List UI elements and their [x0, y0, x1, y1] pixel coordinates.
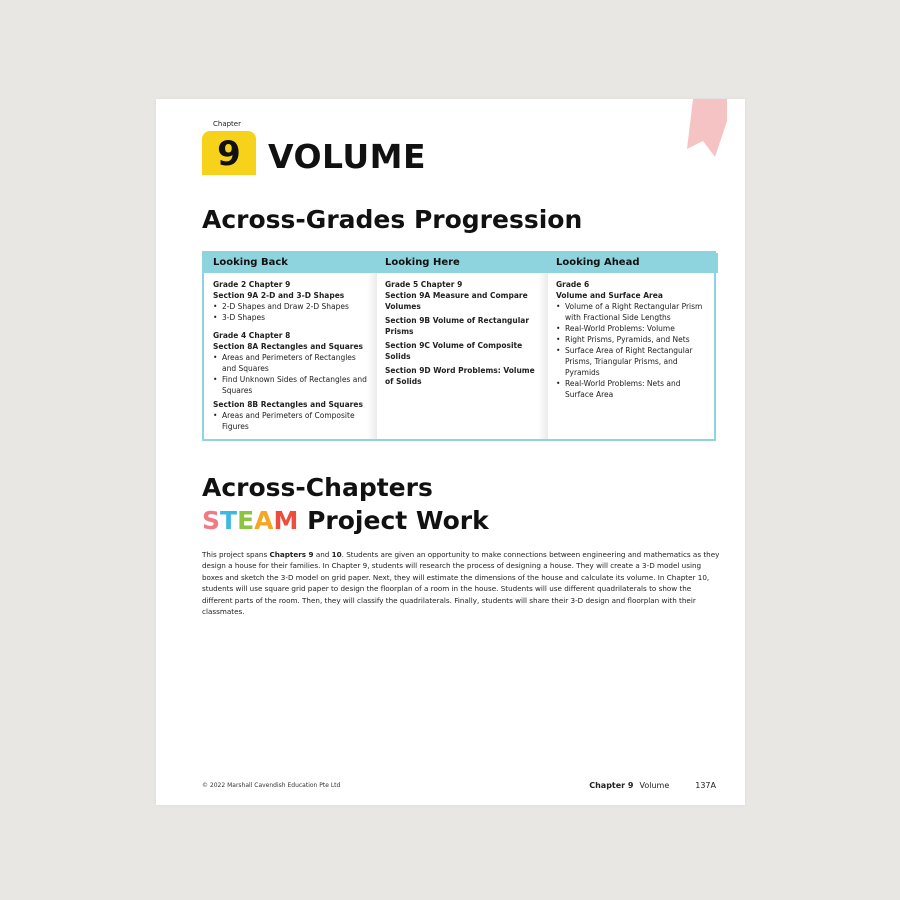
bookmark-ribbon	[685, 99, 727, 157]
column-header: Looking Ahead	[547, 253, 718, 273]
chapter-label: Chapter	[213, 120, 241, 128]
section-list	[213, 352, 367, 396]
list-item: • 3-D Shapes	[213, 312, 367, 323]
steam-letter: T	[220, 506, 238, 535]
para-text: and	[313, 550, 332, 559]
list-item: • Right Prisms, Pyramids, and Nets	[556, 334, 709, 345]
steam-heading	[202, 506, 489, 535]
para-text: . Students are given an opportunity to make connections between engineering and mathematics as they design a house for their families. In Chapter 9, students will research the process of designing a house. They will create a 3-D model using boxes and sketch the 3-D model on grid paper. Next, they will estimate the dimensions of the house and calculate its volume. In Chapter 10, students will use square grid paper to design the floorplan of a room in the house. Students will use different quadrilaterals to show the different parts of the room. Then, they will classify the quadrilaterals. Finally, students will share their 3-D design and floorplan with their classmates.	[202, 550, 720, 617]
grade-label: Grade 5 Chapter 9	[385, 280, 463, 289]
chapter-title: VOLUME	[268, 137, 427, 176]
project-description	[202, 549, 722, 617]
column-header: Looking Back	[204, 253, 376, 273]
topic-list	[556, 301, 709, 400]
column-body	[376, 273, 547, 387]
copyright-text: © 2022 Marshall Cavendish Education Pte Ltd	[202, 782, 341, 789]
section-list	[213, 410, 367, 432]
column-header: Looking Here	[376, 253, 547, 273]
column-looking-ahead	[547, 253, 718, 439]
page-number: 137A	[695, 781, 716, 790]
list-item: • Volume of a Right Rectangular Prism with Fractional Side Lengths	[556, 301, 709, 323]
para-bold: 10	[331, 550, 342, 559]
project-work-label: Project Work	[298, 506, 489, 535]
section-label: Section 9B Volume of Rectangular Prisms	[385, 316, 530, 336]
list-item: • Surface Area of Right Rectangular Prisms, Triangular Prisms, and Pyramids	[556, 345, 709, 378]
section-label: Section 8A Rectangles and Squares	[213, 342, 364, 351]
column-looking-back	[204, 253, 376, 439]
column-body	[204, 273, 376, 432]
document-page	[156, 99, 745, 805]
list-item: • Real-World Problems: Volume	[556, 323, 709, 334]
grade-label: Grade 4 Chapter 8	[213, 331, 291, 340]
footer-chapter: Chapter 9	[589, 781, 634, 790]
steam-letter: A	[254, 506, 274, 535]
section-label: Section 9A 2-D and 3-D Shapes	[213, 291, 345, 300]
steam-letter: E	[237, 506, 255, 535]
list-item: • Find Unknown Sides of Rectangles and Squares	[213, 374, 367, 396]
chapter-number: 9	[217, 134, 241, 174]
topic-label: Volume and Surface Area	[556, 291, 663, 300]
section-list	[213, 301, 367, 323]
grade-label: Grade 6	[556, 280, 590, 289]
column-looking-here	[376, 253, 547, 439]
section-label: Section 9D Word Problems: Volume of Solids	[385, 366, 535, 386]
section-label: Section 8B Rectangles and Squares	[213, 400, 363, 409]
section-label: Section 9A Measure and Compare Volumes	[385, 291, 528, 311]
chapter-number-badge	[202, 131, 256, 175]
list-item: • Areas and Perimeters of Rectangles and Squares	[213, 352, 367, 374]
list-item: • 2-D Shapes and Draw 2-D Shapes	[213, 301, 367, 312]
list-item: • Areas and Perimeters of Composite Figures	[213, 410, 367, 432]
para-text: This project spans	[202, 550, 270, 559]
list-item: • Real-World Problems: Nets and Surface Area	[556, 378, 709, 400]
section-label: Section 9C Volume of Composite Solids	[385, 341, 523, 361]
column-body	[547, 273, 718, 400]
steam-letter: S	[202, 506, 221, 535]
grade-label: Grade 2 Chapter 9	[213, 280, 291, 289]
progression-table	[202, 251, 716, 441]
para-bold: Chapters 9	[269, 550, 314, 559]
footer-volume: Volume	[639, 781, 670, 790]
progression-heading: Across-Grades Progression	[202, 205, 583, 234]
across-chapters-heading: Across-Chapters	[202, 473, 433, 502]
page-footer	[589, 781, 716, 790]
steam-letter: M	[273, 506, 299, 535]
